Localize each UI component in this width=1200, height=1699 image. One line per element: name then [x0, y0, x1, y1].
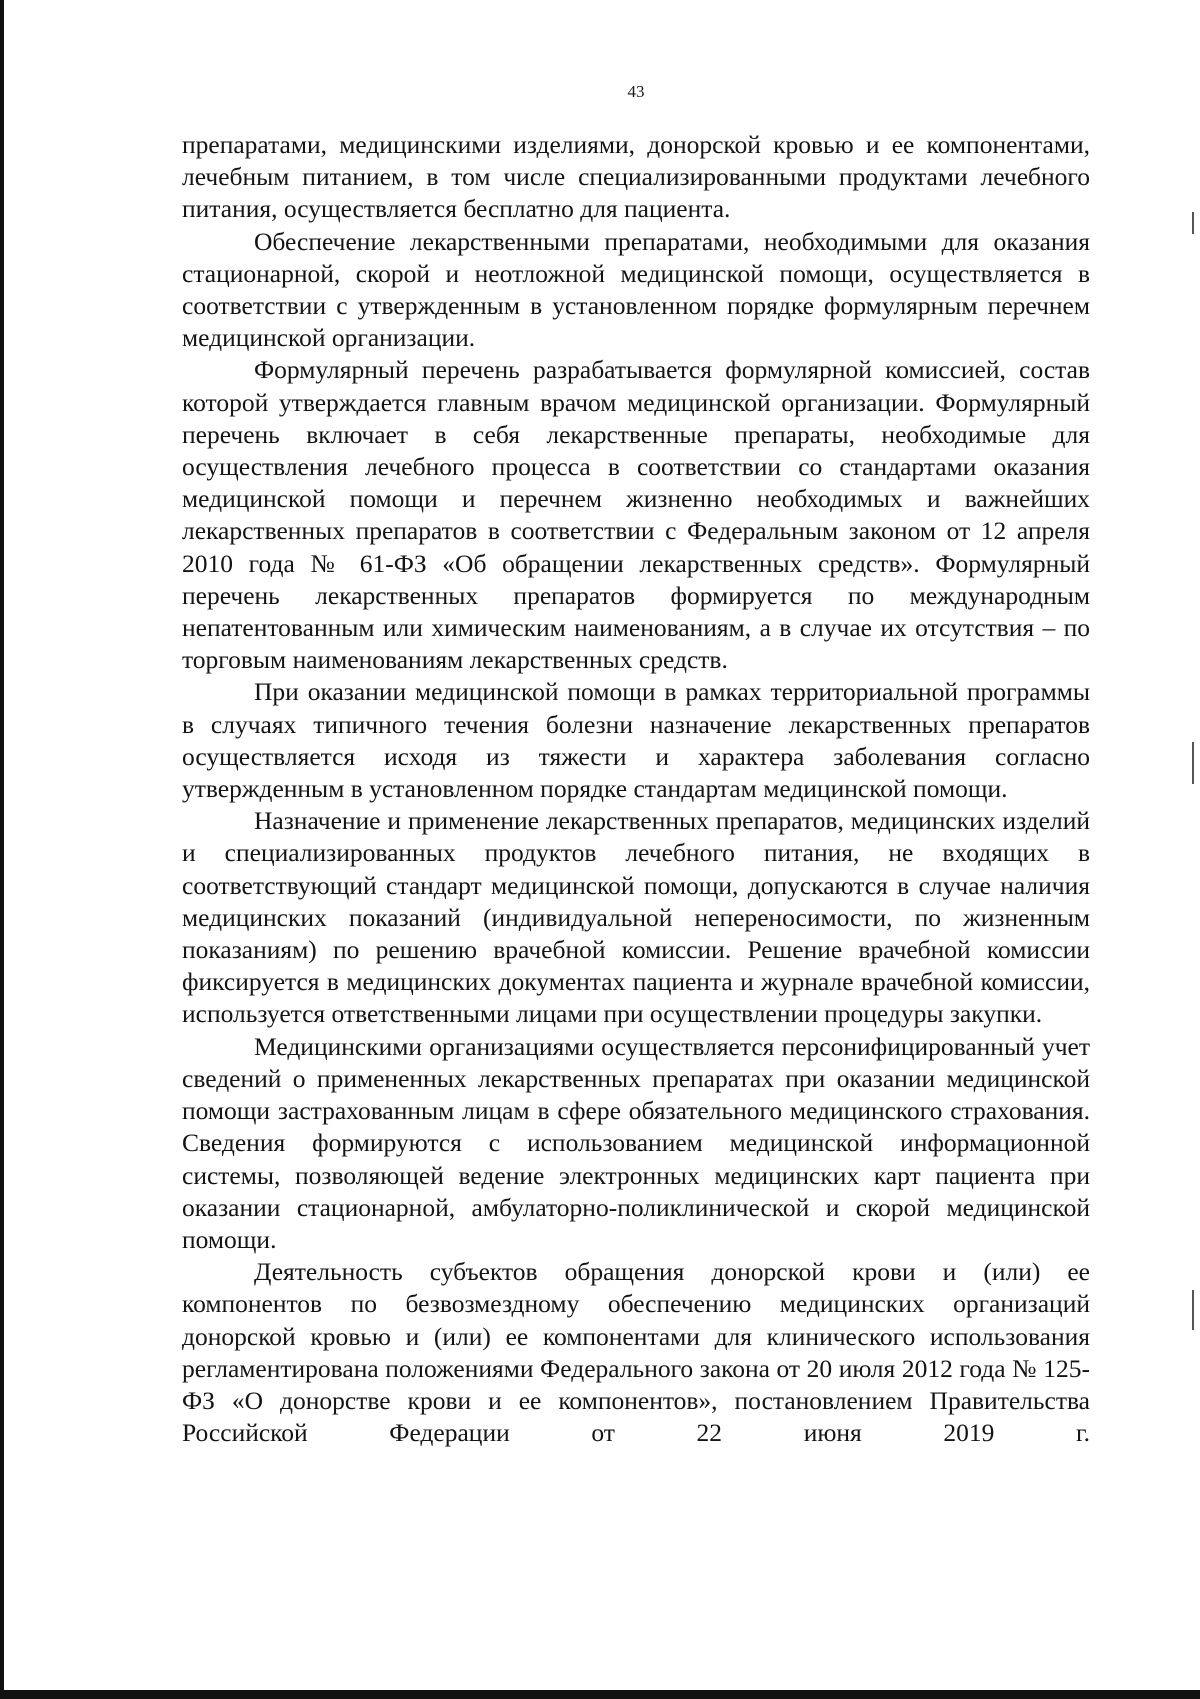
margin-mark	[1192, 1290, 1194, 1330]
paragraph: Обеспечение лекарственными препаратами, необходимыми для оказания стационарной, скорой и неотложной медицинской помощи, осуществляется в соответствии с утвержденным в установленном порядке формулярным перечнем медицинской организации.	[182, 226, 1090, 353]
paragraph: При оказании медицинской помощи в рамках территориальной программы в случаях типичного течения болезни назначение лекарственных препаратов осуществляется исходя из тяжести и характера заболевания согласно утвержденным в установленном порядке стандартам медицинской помощи.	[182, 677, 1090, 804]
paragraph: Назначение и применение лекарственных препаратов, медицинских изделий и специализированных продуктов лечебного питания, не входящих в соответствующий стандарт медицинской помощи, допускаются в случае наличия медицинских показаний (индивидуальной непереносимости, по жизненным показаниям) по решению врачебной комиссии. Решение врачебной комиссии фиксируется в медицинских документах пациента и журнале врачебной комиссии, используется ответственными лицами при осуществлении процедуры закупки.	[182, 806, 1090, 1029]
paragraph: препаратами, медицинскими изделиями, донорской кровью и ее компонентами, лечебным питанием, в том числе специализированными продуктами лечебного питания, осуществляется бесплатно для пациента.	[182, 130, 1090, 224]
paragraph: Медицинскими организациями осуществляется персонифицированный учет сведений о примененных лекарственных препаратах при оказании медицинской помощи застрахованным лицам в сфере обязательного медицинского страхования. Сведения формируются с использованием медицинской информационной системы, позволяющей ведение электронных медицинских карт пациента при оказании стационарной, амбулаторно-поликлинической и скорой медицинской помощи.	[182, 1031, 1090, 1254]
page-number: 43	[627, 82, 645, 101]
margin-mark	[1192, 742, 1194, 784]
scan-border-left	[0, 0, 4, 1699]
scan-border-bottom	[0, 1690, 1200, 1699]
paragraph: Формулярный перечень разрабатывается формулярной комиссией, состав которой утверждается главным врачом медицинской организации. Формулярный перечень включает в себя лекарственные препараты, необходимые для осуществления лечебного процесса в соответствии со стандартами оказания медицинской помощи и перечнем жизненно необходимых и важнейших лекарственных препаратов в соответствии с Федеральным законом от 12 апреля 2010 года № 61-ФЗ «Об обращении лекарственных средств». Формулярный перечень лекарственных препаратов формируется по международным непатентованным или химическим наименованиям, а в случае их отсутствия – по торговым наименованиям лекарственных средств.	[182, 355, 1090, 675]
margin-mark	[1192, 212, 1194, 234]
document-body	[182, 129, 1090, 1449]
paragraph: Деятельность субъектов обращения донорской крови и (или) ее компонентов по безвозмездному обеспечению медицинских организаций донорской кровью и (или) ее компонентами для клинического использования регламентирована положениями Федерального закона от 20 июля 2012 года № 125-ФЗ «О донорстве крови и ее компонентов», постановлением Правительства Российской Федерации от 22 июня 2019 г.	[182, 1257, 1090, 1448]
